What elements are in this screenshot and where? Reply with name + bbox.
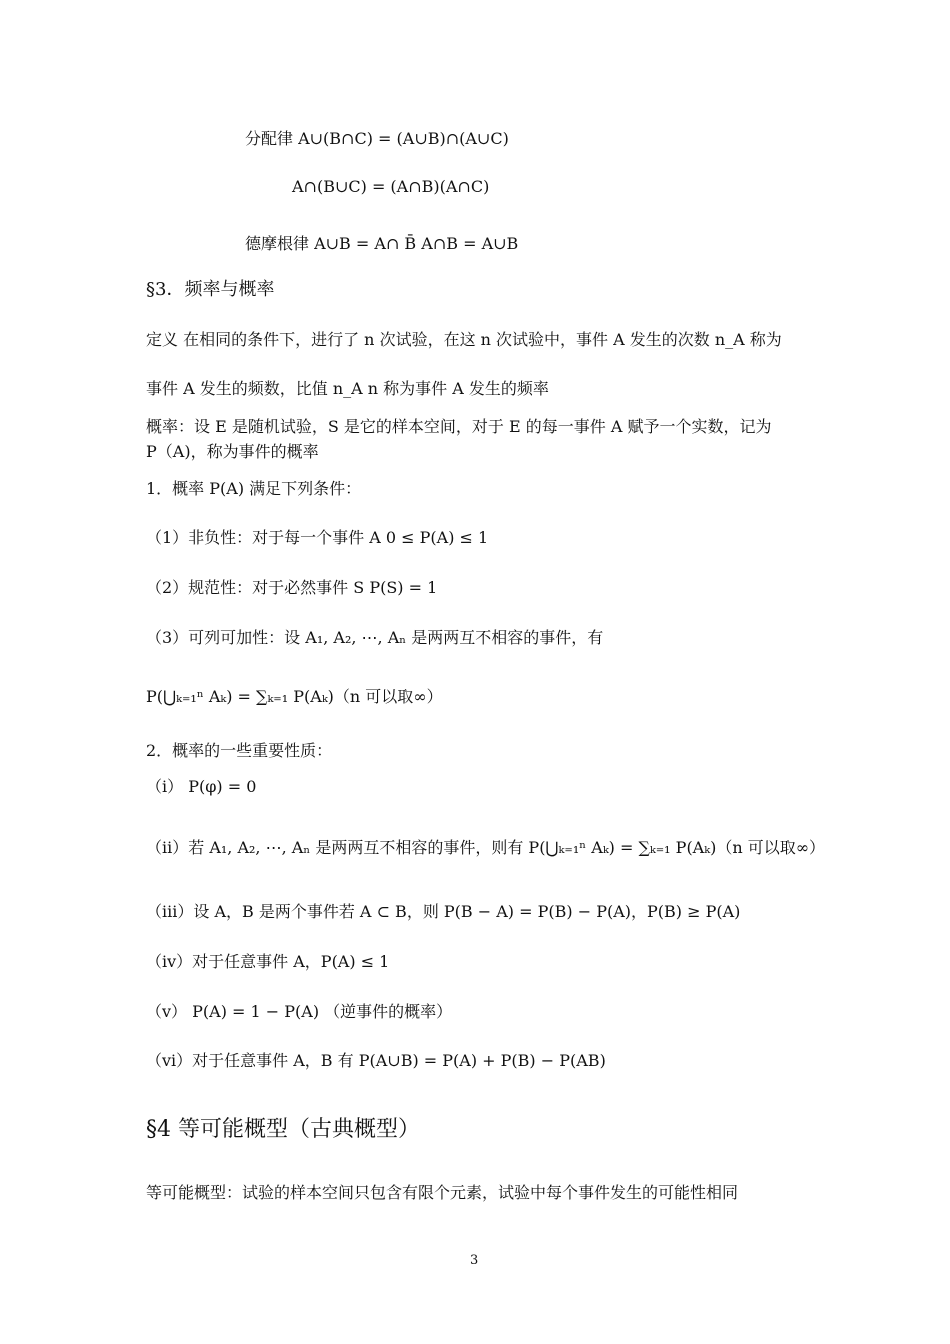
de-morgan-law-line: 德摩根律 A∪B = A∩ B̄ A∩B = A∪B bbox=[245, 234, 519, 253]
section-4-heading: §4 等可能概型（古典概型） bbox=[146, 1117, 420, 1142]
properties-heading: 2．概率的一些重要性质： bbox=[146, 741, 333, 760]
conditions-heading: 1．概率 P(A) 满足下列条件： bbox=[146, 479, 362, 498]
property-i: （i） P(φ) = 0 bbox=[146, 777, 257, 796]
countable-additivity-formula: P(⋃ₖ₌₁ⁿ Aₖ) = ∑ₖ₌₁ P(Aₖ)（n 可以取∞） bbox=[146, 687, 443, 706]
property-iv: （iv）对于任意事件 A，P(A) ≤ 1 bbox=[146, 952, 390, 971]
section-3-heading: §3．频率与概率 bbox=[146, 279, 275, 300]
definition-line-2: 事件 A 发生的频数，比值 n_A n 称为事件 A 发生的频率 bbox=[146, 379, 549, 398]
equally-likely-definition: 等可能概型：试验的样本空间只包含有限个元素，试验中每个事件发生的可能性相同 bbox=[146, 1183, 739, 1202]
property-vi: （vi）对于任意事件 A，B 有 P(A∪B) = P(A) + P(B) − P(AB) bbox=[146, 1051, 606, 1070]
distributive-law-line-2: A∩(B∪C) = (A∩B)(A∩C) bbox=[292, 177, 490, 196]
condition-countable-additivity: （3）可列可加性：设 A₁, A₂, ⋯, Aₙ 是两两互不相容的事件，有 bbox=[146, 628, 604, 647]
probability-definition-line-1: 概率：设 E 是随机试验，S 是它的样本空间，对于 E 的每一事件 A 赋予一个实数，记为 bbox=[146, 417, 772, 436]
property-iii: （iii）设 A，B 是两个事件若 A ⊂ B，则 P(B − A) = P(B) − P(A)，P(B) ≥ P(A) bbox=[146, 902, 741, 921]
condition-nonnegativity: （1）非负性：对于每一个事件 A 0 ≤ P(A) ≤ 1 bbox=[146, 528, 489, 547]
distributive-law-line-1: 分配律 A∪(B∩C) = (A∪B)∩(A∪C) bbox=[245, 129, 509, 148]
property-ii: （ii）若 A₁, A₂, ⋯, Aₙ 是两两互不相容的事件，则有 P(⋃ₖ₌₁ⁿ Aₖ) = ∑ₖ₌₁ P(Aₖ)（n 可以取∞） bbox=[146, 838, 826, 857]
probability-definition-line-2: P（A)，称为事件的概率 bbox=[146, 442, 319, 461]
definition-line-1: 定义 在相同的条件下，进行了 n 次试验，在这 n 次试验中，事件 A 发生的次数 n_A 称为 bbox=[146, 330, 782, 349]
page-number: 3 bbox=[470, 1253, 479, 1268]
property-v: （v） P(A) = 1 − P(A) （逆事件的概率） bbox=[146, 1002, 453, 1021]
condition-normalization: （2）规范性：对于必然事件 S P(S) = 1 bbox=[146, 578, 438, 597]
